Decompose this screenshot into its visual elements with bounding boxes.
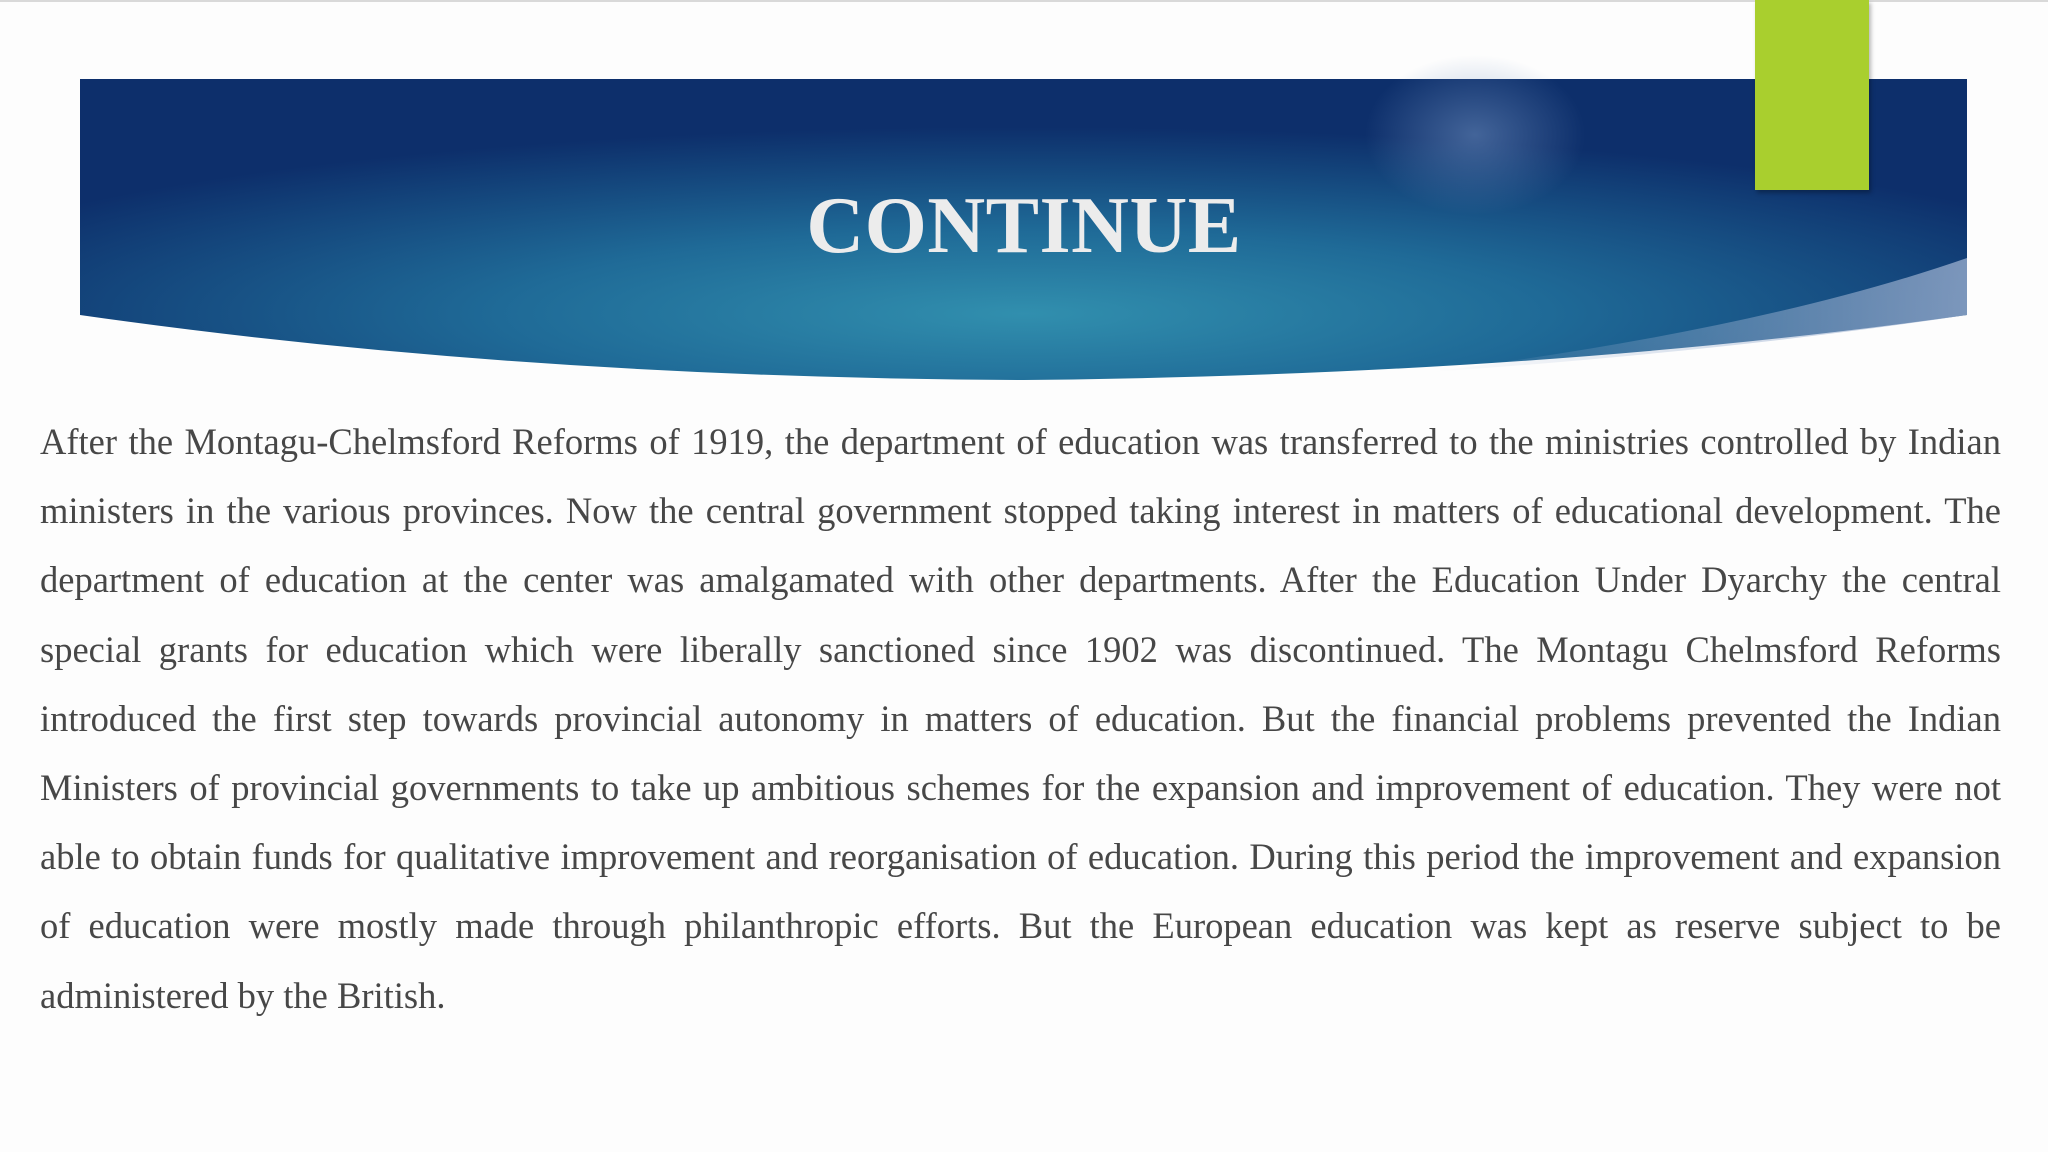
accent-tab [1755, 0, 1869, 190]
slide-title: CONTINUE [806, 182, 1242, 270]
slide-body-text: After the Montagu-Chelmsford Reforms of 1919, the department of education was transferred to the ministries controlled by Indian ministers in the various provinces. Now the central government stopped taking interest in matters of educational development. The department of education at the center was amalgamated with other departments. After the Education Under Dyarchy the central special grants for education which were liberally sanctioned since 1902 was discontinued. The Montagu Chelmsford Reforms introduced the first step towards provincial autonomy in matters of education. But the financial problems prevented the Indian Ministers of provincial governments to take up ambitious schemes for the expansion and improvement of education. They were not able to obtain funds for qualitative improvement and reorganisation of education. During this period the improvement and expansion of education were mostly made through philanthropic efforts. But the European education was kept as reserve subject to be administered by the British. [40, 421, 2001, 1016]
